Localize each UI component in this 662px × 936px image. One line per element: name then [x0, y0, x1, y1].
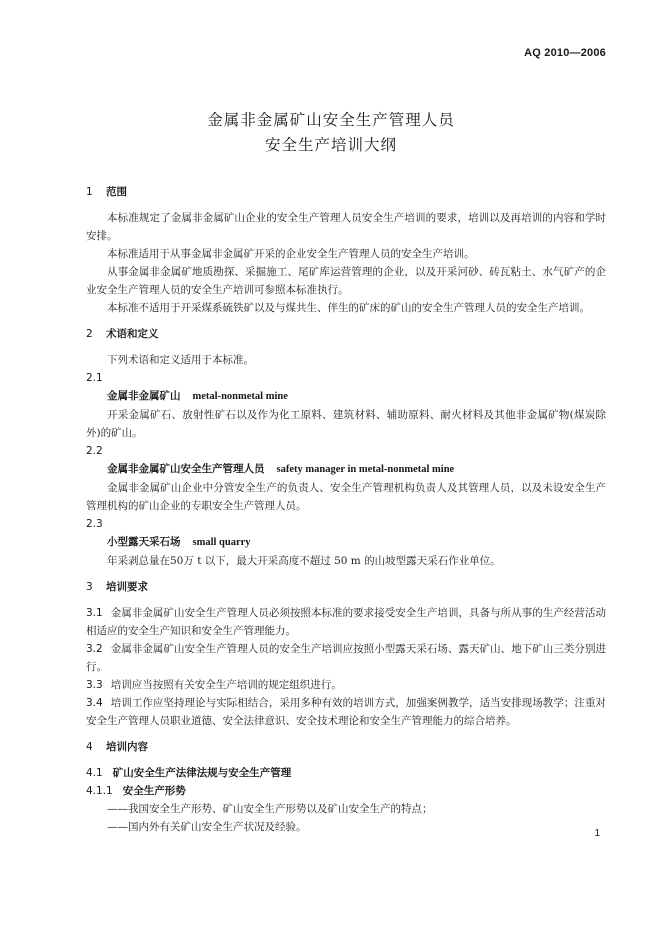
term-title: 小型露天采石场 small quarry — [107, 536, 251, 548]
document-title-line2: 安全生产培训大纲 — [264, 136, 397, 154]
paragraph: 从事金属非金属矿地质勘探、采掘施工、尾矿库运营管理的企业，以及开采河砂、砖瓦粘土、水气矿产的企业安全生产管理人员的安全生产培训可参照本标准执行。 — [86, 266, 606, 296]
section-heading-content: 4 培训内容 — [86, 741, 148, 753]
paragraph: 本标准适用于从事金属非金属矿开采的企业安全生产管理人员的安全生产培训。 — [107, 248, 475, 260]
paragraph: 下列术语和定义适用于本标准。 — [107, 354, 254, 366]
clause: 3.3 培训应当按照有关安全生产培训的规定组织进行。 — [86, 679, 342, 691]
section-heading-terms: 2 术语和定义 — [86, 328, 159, 340]
paragraph: 本标准不适用于开采煤系硫铁矿以及与煤共生、伴生的矿床的矿山的安全生产管理人员的安全生产培训。 — [107, 302, 590, 314]
term-number: 2.1 — [86, 372, 103, 384]
page-number: 1 — [594, 828, 600, 839]
list-item: ——我国安全生产形势、矿山安全生产形势以及矿山安全生产的特点； — [107, 803, 433, 815]
clause: 3.4 培训工作应坚持理论与实际相结合，采用多种有效的培训方式，加强案例教学，适当安排现场教学；注重对安全生产管理人员职业道德、安全法律意识、安全技术理论和安全生产管理能力的综合培养。 — [86, 697, 606, 727]
subsubsection-heading: 4.1.1 安全生产形势 — [86, 785, 186, 797]
document-title-line1: 金属非金属矿山安全生产管理人员 — [207, 111, 455, 129]
standard-code: AQ 2010—2006 — [524, 47, 606, 59]
term-title: 金属非金属矿山安全生产管理人员 safety manager in metal-nonmetal mine — [107, 463, 455, 475]
list-item: ——国内外有关矿山安全生产状况及经验。 — [107, 821, 307, 833]
term-definition: 金属非金属矿山企业中分管安全生产的负责人、安全生产管理机构负责人及其管理人员，以及未设安全生产管理机构的矿山企业的专职安全生产管理人员。 — [86, 482, 606, 512]
clause: 3.2 金属非金属矿山安全生产管理人员的安全生产培训应按照小型露天采石场、露天矿山、地下矿山三类分别进行。 — [86, 643, 606, 673]
term-definition: 年采剥总量在50万 t 以下，最大开采高度不超过 50 m 的山坡型露天采石作业单位。 — [107, 555, 501, 567]
term-definition: 开采金属矿石、放射性矿石以及作为化工原料、建筑材料、辅助原料、耐火材料及其他非金属矿物(煤炭除外)的矿山。 — [86, 409, 606, 439]
section-heading-requirements: 3 培训要求 — [86, 581, 148, 593]
section-heading-scope: 1 范围 — [86, 186, 127, 198]
document-body — [86, 183, 606, 836]
term-number: 2.2 — [86, 445, 103, 457]
subsection-heading: 4.1 矿山安全生产法律法规与安全生产管理 — [86, 767, 292, 779]
paragraph: 本标准规定了金属非金属矿山企业的安全生产管理人员安全生产培训的要求，培训以及再培训的内容和学时安排。 — [86, 212, 606, 242]
term-title: 金属非金属矿山 metal-nonmetal mine — [107, 390, 288, 402]
term-number: 2.3 — [86, 518, 103, 530]
clause: 3.1 金属非金属矿山安全生产管理人员必须按照本标准的要求接受安全生产培训，具备与所从事的生产经营活动相适应的安全生产知识和安全生产管理能力。 — [86, 607, 606, 637]
